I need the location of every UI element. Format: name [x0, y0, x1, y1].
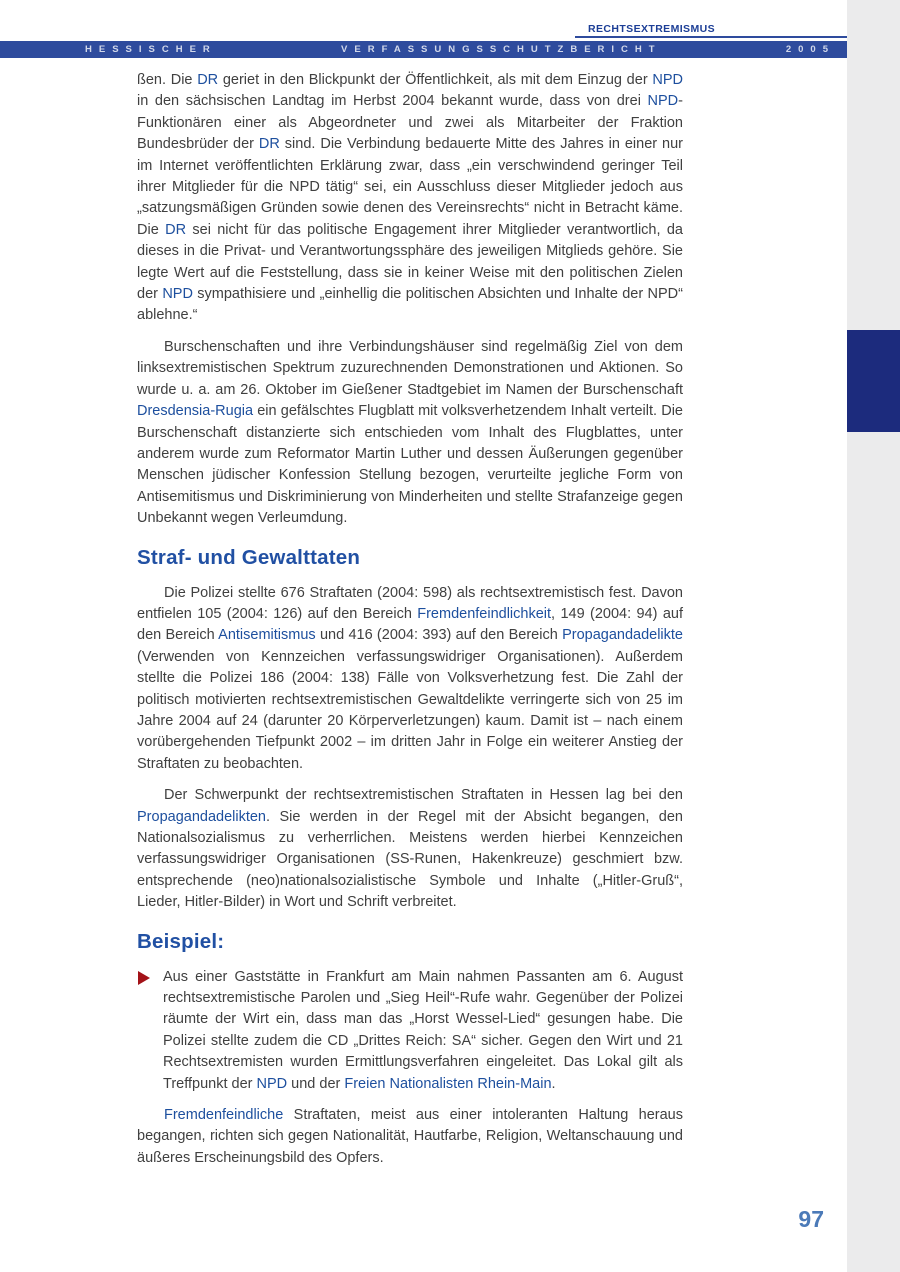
body-paragraph	[137, 583, 683, 776]
section-label: RECHTSEXTREMISMUS	[588, 23, 715, 35]
accent-term: Propagandadelikten	[137, 808, 266, 825]
text-run: sind. Die Verbindung bedauerte Mitte des Jahres in einer nur im Internet veröffentlichten Erklärung zwar, dass „ein verschwindend geringer Teil ihrer Mitglieder für die NPD tätig“ sei, ein Ausschluss dieser Mitglieder jedoch aus „satzungsmäßigen Gründen sowie denen des Vereinsrechts“ nicht in Betracht käme. Die	[137, 136, 683, 238]
accent-term: Antisemitismus	[218, 627, 316, 644]
text-run: ßen. Die	[137, 72, 198, 88]
accent-term: NPD	[162, 286, 193, 303]
accent-term: NPD	[256, 1075, 288, 1092]
bullet-item	[137, 967, 683, 1095]
section-heading: Beispiel:	[137, 929, 225, 953]
accent-term: Dresdensia-Rugia	[137, 403, 254, 420]
text-run: und der	[287, 1075, 345, 1092]
chapter-tab	[847, 330, 900, 432]
text-run: Der Schwerpunkt der rechtsextremistischen Straftaten in Hessen lag bei den	[164, 787, 683, 804]
accent-term: Freien Nationalisten Rhein-Main	[344, 1075, 552, 1092]
text-run: Burschenschaften und ihre Verbindungshäuser sind regelmäßig Ziel von dem linksextremistischen Spektrum zuzurechnenden Demonstrationen und Aktionen. So wurde u. a. am 26. Oktober im Gießener Stadtgebiet im Namen der Burschenschaft	[137, 338, 683, 398]
bullet-arrow-icon	[138, 971, 150, 985]
accent-term: DR	[258, 136, 280, 153]
accent-term: Fremdenfeindliche	[164, 1107, 284, 1124]
accent-term: DR	[165, 221, 187, 238]
text-run: -Funktionären einer als Abgeordneter und zwei als Mitarbeiter der Fraktion Bundesbrüder der	[137, 93, 683, 153]
text-run: in den sächsischen Landtag im Herbst 2004 bekannt wurde, dass von drei	[137, 93, 648, 110]
header-rule	[575, 36, 847, 38]
text-run: ein gefälschtes Flugblatt mit volksverhetzendem Inhalt verteilt. Die Burschenschaft distanzierte sich entschieden vom Inhalt des Flugblattes, unter anderem wurde zum Reformator Martin Luther und dessen Äußerungen gegenüber Menschen jüdischer Konfession Stellung bezogen, verurteilte jegliche Form von Antisemitismus und Diskriminierung von Minderheiten und stellte Strafanzeige gegen Unbekannt wegen Verleumdung.	[137, 403, 683, 527]
text-run: und 416 (2004: 393) auf den Bereich	[315, 627, 563, 644]
banner-word: HESSISCHER	[85, 44, 217, 55]
text-run: Aus einer Gaststätte in Frankfurt am Main nahmen Passanten am 6. August rechtsextremistische Parolen und „Sieg Heil“-Rufe wahr. Gegenüber der Polizei räumte der Wirt ein, dass man das „Horst Wessel-Lied“ gesungen habe. Die Polizei stellte zudem die CD „Drittes Reich: SA“ sicher. Gegen den Wirt und 21 Rechtsextremisten wurden Ermittlungsverfahren eingeleitet. Das Lokal gilt als Treffpunkt der	[163, 968, 683, 1092]
text-run: (Verwenden von Kennzeichen verfassungswidriger Organisationen). Außerdem stellte die Polizei 186 (2004: 138) Fälle von Volksverhetzung fest. Die Zahl der politisch motivierten rechtsextremistischen Gewaltdelikte verringerte sich von 25 im Jahre 2004 auf 24 (darunter 20 Körperverletzungen) kaum. Damit ist – nach einem vorübergehenden Tiefpunkt 2002 – im dritten Jahr in Folge ein weiterer Anstieg der Straftaten zu beobachten.	[137, 648, 683, 772]
text-run: .	[551, 1075, 556, 1092]
body-paragraph	[137, 337, 683, 530]
accent-term: DR	[197, 72, 219, 88]
text-run: . Sie werden in der Regel mit der Absicht begangen, den Nationalsozialismus zu verherrlichen. Meistens werden hierbei Kennzeichen verfassungswidriger Organisationen (SS-Runen, Hakenkreuze) geschmiert bzw. entsprechende (neo)nationalsozialistische Symbole und Inhalte („Hitler-Gruß“, Lieder, Hitler-Bilder) in Wort und Schrift verbreitet.	[137, 808, 683, 911]
section-heading: Straf- und Gewalttaten	[137, 545, 361, 569]
page-number: 97	[798, 1206, 824, 1232]
body-paragraph	[137, 785, 683, 913]
text-run: Die Polizei stellte 676 Straftaten (2004: 598) als rechtsextremistisch fest. Davon entfielen 105 (2004: 126) auf den Bereich	[137, 584, 683, 622]
text-run: , 149 (2004: 94) auf den Bereich	[137, 605, 683, 644]
body-paragraph	[137, 70, 683, 327]
text-run: geriet in den Blickpunkt der Öffentlichkeit, als mit dem Einzug der	[218, 72, 653, 88]
text-run: sympathisiere und „einhellig die politischen Absichten und Inhalte der NPD“ ablehne.“	[137, 286, 683, 324]
accent-term: Fremdenfeindlichkeit	[417, 605, 552, 622]
accent-term: NPD	[652, 72, 683, 88]
body-paragraph	[137, 1105, 683, 1169]
banner-word: VERFASSUNGSSCHUTZBERICHT	[341, 44, 662, 55]
title-banner	[0, 41, 847, 58]
accent-term: NPD	[647, 93, 679, 110]
text-run: Straftaten, meist aus einer intoleranten Haltung heraus begangen, richten sich gegen Nationalität, Hautfarbe, Religion, Weltanschauung und äußeres Erscheinungsbild des Opfers.	[137, 1107, 683, 1166]
content-area	[137, 70, 683, 1179]
accent-term: Propagandadelikte	[562, 627, 683, 644]
banner-word: 2005	[785, 44, 835, 55]
text-run: sei nicht für das politische Engagement ihrer Mitglieder verantwortlich, da dieses in die Privat- und Verantwortungssphäre des jeweiligen Mitglieds gehöre. Sie legte Wert auf die Feststellung, dass sie in keiner Weise mit den politischen Zielen der	[137, 221, 683, 303]
page-margin-strip	[847, 0, 900, 1272]
bullet-text	[163, 967, 683, 1095]
